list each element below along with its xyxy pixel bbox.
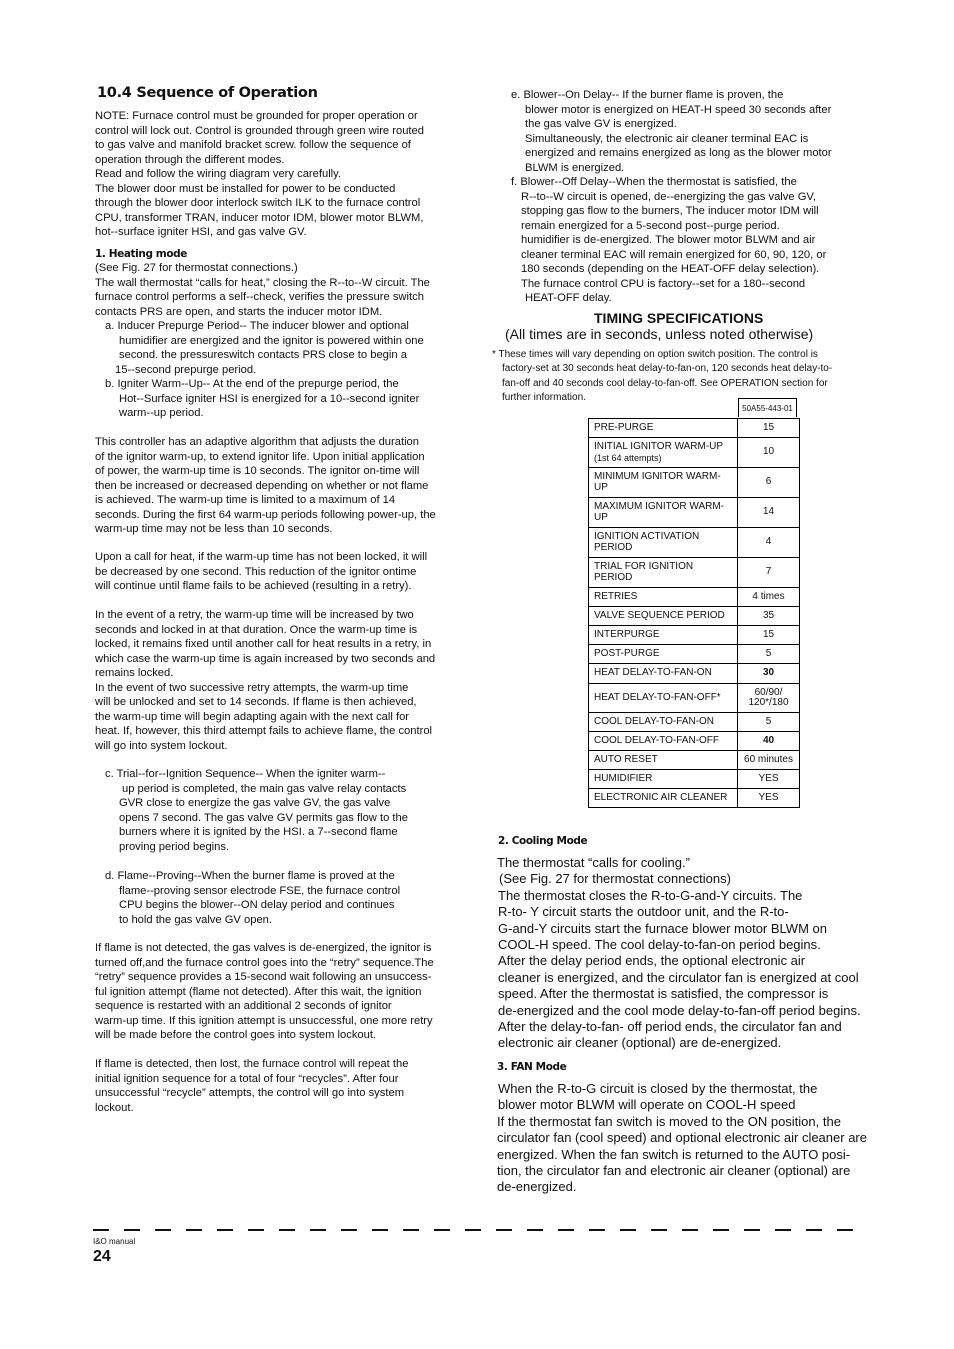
divider-dash [589,1229,605,1231]
footer-label: I&O manual [93,1237,136,1246]
page-number: 24 [93,1248,111,1265]
section-title: 10.4 Sequence of Operation [97,85,318,101]
cooling-mode-heading: 2. Cooling Mode [498,835,588,847]
divider-dash [372,1229,388,1231]
table-row: TRIAL FOR IGNITION PERIOD 7 [589,557,799,587]
table-row: INITIAL IGNITOR WARM-UP (1st 64 attempts) 10 [589,437,799,467]
divider-dash [341,1229,357,1231]
divider-dash [186,1229,202,1231]
table-row: HEAT DELAY-TO-FAN-ON 30 [589,663,799,683]
divider-dash [713,1229,729,1231]
table-row: MAXIMUM IGNITOR WARM- UP 14 [589,497,799,527]
divider-dash [558,1229,574,1231]
divider-dash [775,1229,791,1231]
divider-dash [434,1229,450,1231]
timing-note: * These times will vary depending on option switch position. The control is factory-set at 30 seconds heat delay-to-fan-on, 120 seconds heat delay-to- fan-off and 40 seconds cool delay-to-fan-off. See OPERATION section for further information. [492,349,833,403]
timing-specifications-subtitle: (All times are in seconds, unless noted otherwise) [505,326,814,342]
divider-dash [403,1229,419,1231]
table-row: COOL DELAY-TO-FAN-OFF 40 [589,731,799,750]
table-row: INTERPURGE 15 [589,625,799,644]
table-row: COOL DELAY-TO-FAN-ON 5 [589,712,799,731]
step-d-flame-proving: d. Flame--Proving--When the burner flame is proved at the flame--proving sensor electrode FSE, the furnace control CPU begins the blower--ON delay period and continues to hold the gas valve GV open. [105,870,401,926]
divider-dash [124,1229,140,1231]
cooling-mode-text: The thermostat “calls for cooling.” (See Fig. 27 for thermostat connections) The thermostat closes the R-to-G-and-Y circuits. The R-to- Y circuit starts the outdoor unit, and the R-to- G-and-Y circuits start the furnace blower motor BLWM on COOL-H speed. The cool delay-to-fan-on period begins. After the delay period ends, the optional electronic air cleaner is energized, and the circulator fan is energized at cool speed. After the thermostat is satisfied, the compressor is de-energized and the cool mode delay-to-fan-off period begins. After the delay-to-fan- off period ends, the circulator fan and electronic air cleaner (optional) are de-energized. [497,855,861,1051]
divider-dash [837,1229,853,1231]
flame-not-detected-paragraph: If flame is not detected, the gas valves is de-energized, the ignitor is turned off,and the furnace control goes into the “retry” sequence.The “retry” sequence provides a 15-second wait following an unsuccess- ful ignition attempt (flame not detected). After this wait, the ignition sequence is restarted with an additional 2 seconds of ignitor warm-up time. If this ignition attempt is unsuccessful, one more retry will be made before the control goes into system lockout. [95,942,434,1041]
table-row: VALVE SEQUENCE PERIOD 35 [589,606,799,625]
divider-dash [496,1229,512,1231]
divider-dash [93,1229,109,1231]
divider-dash [217,1229,233,1231]
divider-dash [620,1229,636,1231]
adaptive-algorithm-paragraph: This controller has an adaptive algorithm that adjusts the duration of the ignitor warm-up, to extend ignitor life. Upon initial application of power, the warm-up time is 10 seconds. The ignitor on-time will then be increased or decreased depending on whether or not flame is achieved. The warm-up time is limited to a maximum of 14 seconds. During the first 64 warm-up periods following power-up, the warm-up time may not be less than 10 seconds. [95,436,436,535]
fan-mode-heading: 3. FAN Mode [497,1061,567,1073]
table-row: PRE-PURGE 15 [589,418,799,437]
step-b-igniter-warmup: b. Igniter Warm--Up-- At the end of the prepurge period, the Hot--Surface igniter HSI is energized for a 10--second igniter warm--up period. [105,378,420,419]
step-f-blower-off-delay: f. Blower--Off Delay--When the thermostat is satisfied, the R--to--W circuit is opened, de--energizing the gas valve GV, stopping gas flow to the burners, The inducer motor IDM will remain energized for a 5-second post--purge period. humidifier is de-energized. The blower motor BLWM and air cleaner terminal EAC will remain energized for 60, 90, 120, or 180 seconds (depending on the HEAT-OFF delay selection). The furnace control CPU is factory--set for a 180--second HEAT-OFF delay. [511,176,827,304]
table-row: HEAT DELAY-TO-FAN-OFF* 60/90/ 120*/180 [589,683,799,712]
table-row: POST-PURGE 5 [589,644,799,663]
table-row: MINIMUM IGNITOR WARM- UP 6 [589,467,799,497]
heating-mode-heading: 1. Heating mode [95,248,188,260]
table-row: ELECTRONIC AIR CLEANER YES [589,788,799,807]
intro-paragraph: NOTE: Furnace control must be grounded for proper operation or control will lock out. Control is grounded through green wire routed to gas valve and manifold bracket screw. follow the sequence of operation through the different modes. Read and follow the wiring diagram very carefully. The blower door must be installed for power to be conducted through the blower door interlock switch ILK to the furnace control CPU, transformer TRAN, inducer motor IDM, blower motor BLWM, hot--surface igniter HSI, and gas valve GV. [95,110,424,238]
fan-mode-text: When the R-to-G circuit is closed by the thermostat, the blower motor BLWM will operate on COOL-H speed If the thermostat fan switch is moved to the ON position, the circulator fan (cool speed) and optional electronic air cleaner are energized. When the fan switch is returned to the AUTO posi- tion, the circulator fan and electronic air cleaner (optional) are de-energized. [497,1081,867,1195]
divider-dash [310,1229,326,1231]
table-row: IGNITION ACTIVATION PERIOD 4 [589,527,799,557]
timing-specifications-title: TIMING SPECIFICATIONS [594,310,764,326]
divider-dash [155,1229,171,1231]
divider-dash [744,1229,760,1231]
heating-intro: (See Fig. 27 for thermostat connections.) The wall thermostat “calls for heat,” closing the R--to--W circuit. The furnace control performs a self--check, verifies the pressure switch contacts PRS are open, and starts the inducer motor IDM. [95,262,430,318]
divider-dash [527,1229,543,1231]
step-a-inducer-prepurge: a. Inducer Prepurge Period-- The inducer blower and optional humidifier are energized and the ignitor is powered within one second. the pressureswitch contacts PRS close to begin a 15--second prepurge period. [105,320,424,376]
table-code: 50A55-443-01 [738,398,797,417]
divider-dash [279,1229,295,1231]
retry-paragraph: In the event of a retry, the warm-up time will be increased by two seconds and locked in at that duration. Once the warm-up time is locked, it remains fixed until another call for heat results in a retry, in which case the warm-up time is again increased by two seconds and remains locked. In the event of two successive retry attempts, the warm-up time will be unlocked and set to 14 seconds. If flame is then achieved, the warm-up time will begin adapting again with the next call for heat. If, however, this third attempt fails to achieve flame, the control will go into system lockout. [95,609,436,752]
step-e-blower-on-delay: e. Blower--On Delay-- If the burner flame is proven, the blower motor is energized on HEAT-H speed 30 seconds after the gas valve GV is energized. Simultaneously, the electronic air cleaner terminal EAC is energized and remains energized as long as the blower motor BLWM is energized. [511,89,832,174]
divider-dash [248,1229,264,1231]
divider-dash [806,1229,822,1231]
divider-dash [651,1229,667,1231]
table-row: RETRIES 4 times [589,587,799,606]
divider-dash [682,1229,698,1231]
table-row: AUTO RESET 60 minutes [589,750,799,769]
warmup-decrease-paragraph: Upon a call for heat, if the warm-up time has not been locked, it will be decreased by one second. This reduction of the ignitor ontime will continue until flame fails to be achieved (resulting in a retry). [95,551,428,592]
divider-dash [465,1229,481,1231]
flame-lost-paragraph: If flame is detected, then lost, the furnace control will repeat the initial ignition sequence for a total of four “recycles”. After four unsuccessful “recycle” attempts, the control will go into system lockout. [95,1058,409,1114]
step-c-trial-for-ignition: c. Trial--for--Ignition Sequence-- When the igniter warm-- up period is completed, the main gas valve relay contacts GVR close to energize the gas valve GV, the gas valve opens 7 second. The gas valve GV permits gas flow to the burners where it is ignited by the HSI. a 7--second flame proving period begins. [105,768,408,853]
table-row: HUMIDIFIER YES [589,769,799,788]
timing-table [588,418,800,808]
